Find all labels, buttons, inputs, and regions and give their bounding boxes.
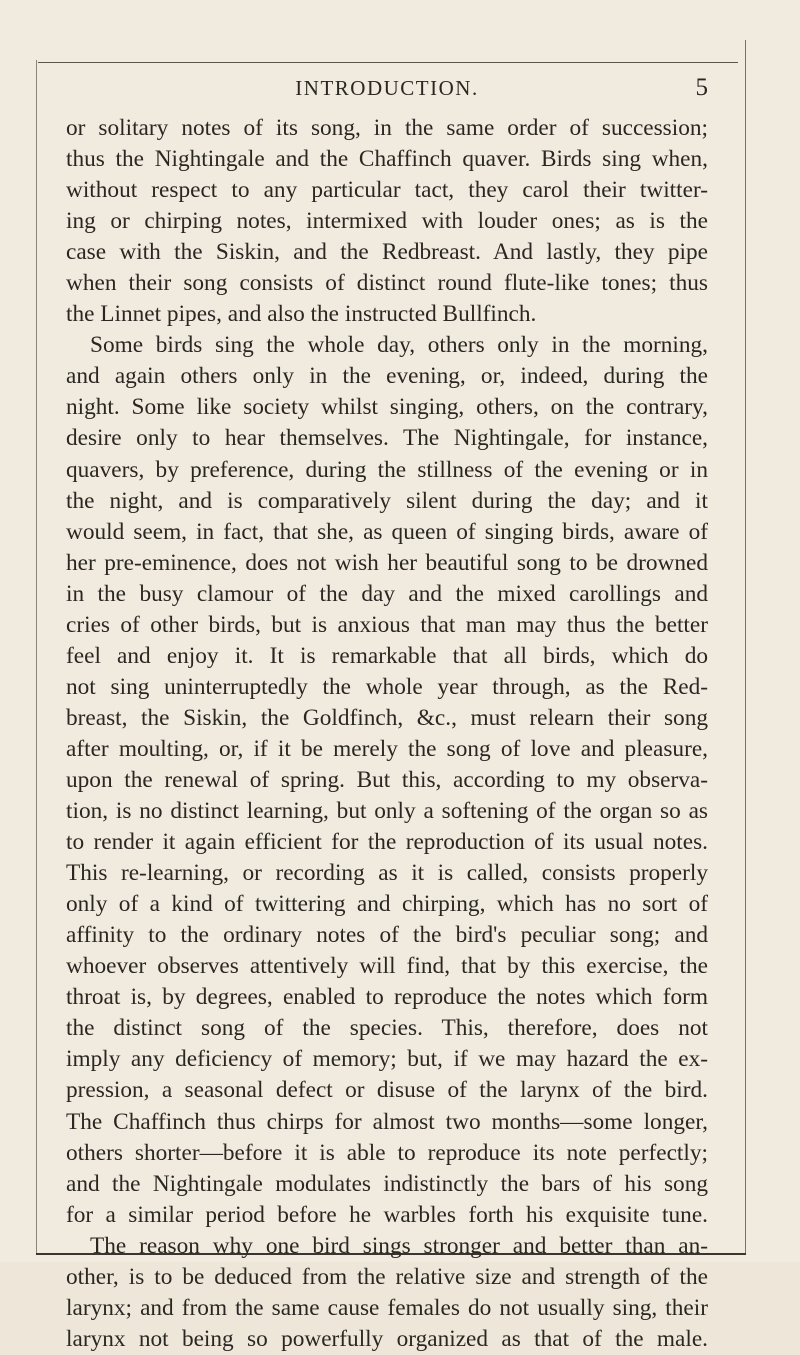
text-line: This re-learning, or recording as it is called, consists properly — [66, 860, 708, 887]
text-line: ing or chirping notes, intermixed with louder ones; as is the — [66, 208, 708, 235]
text-line: after moulting, or, if it be merely the song of love and pleasure, — [66, 735, 708, 762]
text-line: feel and enjoy it. It is remarkable that all birds, which do — [66, 642, 708, 669]
text-line: the Linnet pipes, and also the instructed Bullfinch. — [66, 301, 537, 328]
text-line: affinity to the ordinary notes of the bird's peculiar song; and — [66, 922, 708, 949]
text-line: throat is, by degrees, enabled to reproduce the notes which form — [66, 984, 708, 1011]
right-border-rule — [745, 40, 746, 1255]
text-line: upon the renewal of spring. But this, according to my observa- — [66, 766, 708, 793]
text-line: only of a kind of twittering and chirping, which has no sort of — [66, 891, 708, 918]
text-line: thus the Nightingale and the Chaffinch quaver. Birds sing when, — [66, 146, 708, 173]
text-line: would seem, in fact, that she, as queen of singing birds, aware of — [66, 518, 708, 545]
text-line: without respect to any particular tact, they carol their twitter- — [66, 177, 708, 204]
text-line: case with the Siskin, and the Redbreast. And lastly, they pipe — [66, 239, 708, 266]
text-line: in the busy clamour of the day and the mixed carollings and — [66, 580, 708, 607]
text-line: The reason why one bird sings stronger and better than an- — [90, 1232, 708, 1259]
running-head: INTRODUCTION. — [295, 76, 479, 100]
text-line: imply any deficiency of memory; but, if we may hazard the ex- — [66, 1046, 708, 1073]
text-line: tion, is no distinct learning, but only a softening of the organ so as — [66, 798, 708, 825]
text-line: desire only to hear themselves. The Nightingale, for instance, — [66, 425, 708, 452]
text-line: The Chaffinch thus chirps for almost two months—some longer, — [66, 1108, 708, 1135]
text-line: her pre-eminence, does not wish her beautiful song to be drowned — [66, 549, 708, 576]
text-line: and the Nightingale modulates indistinctly the bars of his song — [66, 1170, 708, 1197]
text-line: and again others only in the evening, or, indeed, during the — [66, 363, 708, 390]
text-line: other, is to be deduced from the relative size and strength of the — [66, 1263, 708, 1290]
text-line: pression, a seasonal defect or disuse of the larynx of the bird. — [66, 1077, 708, 1104]
text-line: not sing uninterruptedly the whole year through, as the Red- — [66, 673, 708, 700]
left-border-rule — [36, 60, 37, 1255]
text-line: the night, and is comparatively silent during the day; and it — [66, 487, 708, 514]
text-line: night. Some like society whilst singing, others, on the contrary, — [66, 394, 708, 421]
text-line: the distinct song of the species. This, therefore, does not — [66, 1015, 708, 1042]
body-text — [66, 113, 708, 1355]
text-line: to render it again efficient for the reproduction of its usual notes. — [66, 829, 708, 856]
top-border-rule — [38, 62, 738, 63]
text-line: cries of other birds, but is anxious that man may thus the better — [66, 611, 708, 638]
text-line: Some birds sing the whole day, others only in the morning, — [90, 332, 708, 359]
page-header — [66, 76, 708, 106]
text-line: quavers, by preference, during the stillness of the evening or in — [66, 456, 708, 483]
page-number: 5 — [695, 74, 708, 101]
text-line: larynx not being so powerfully organized as that of the male. — [66, 1325, 708, 1352]
text-line: whoever observes attentively will find, that by this exercise, the — [66, 953, 708, 980]
text-line: others shorter—before it is able to reproduce its note perfectly; — [66, 1139, 708, 1166]
text-line: or solitary notes of its song, in the same order of succession; — [66, 115, 708, 141]
text-line: when their song consists of distinct round flute-like tones; thus — [66, 270, 708, 297]
text-line: for a similar period before he warbles forth his exquisite tune. — [66, 1201, 708, 1228]
text-line: larynx; and from the same cause females do not usually sing, their — [66, 1294, 708, 1321]
text-line: breast, the Siskin, the Goldfinch, &c., must relearn their song — [66, 704, 708, 731]
